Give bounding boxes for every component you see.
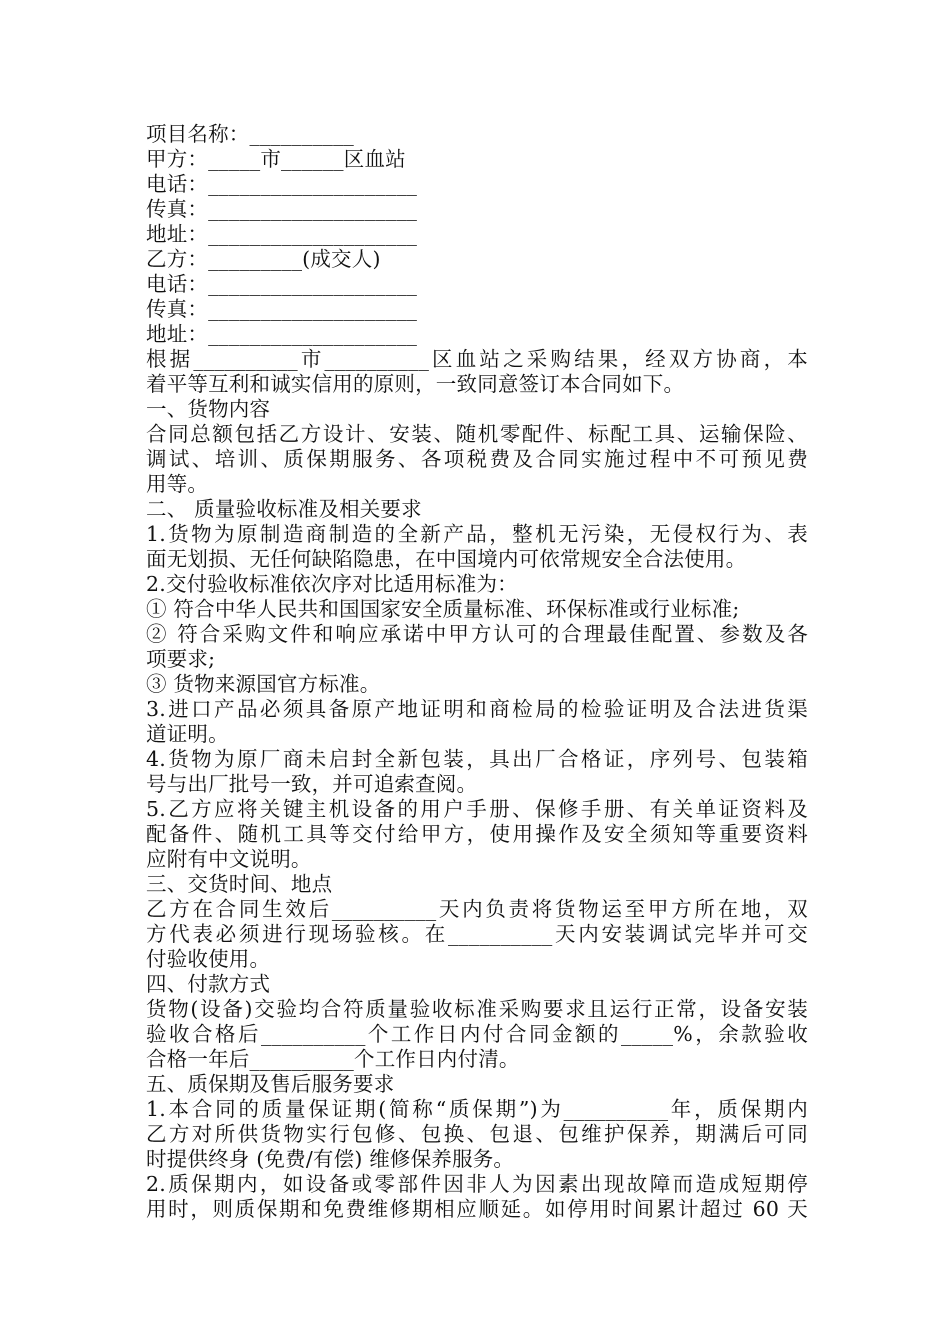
document-line: 合同总额包括乙方设计、安装、随机零配件、标配工具、运输保险、 xyxy=(146,422,808,446)
document-line: 2.质保期内，如设备或零部件因非人为因素出现故障而造成短期停 xyxy=(146,1172,808,1196)
document-line: 货物(设备)交验均合符质量验收标准采购要求且运行正常，设备安装 xyxy=(146,997,808,1021)
document-line: 项目名称：__________ xyxy=(146,122,354,146)
document-line: 用等。 xyxy=(146,472,209,496)
document-line: 项要求; xyxy=(146,647,216,671)
document-line: ③ 货物来源国官方标准。 xyxy=(146,672,381,696)
document-line: 乙方在合同生效后__________天内负责将货物运至甲方所在地，双 xyxy=(146,897,808,921)
document-line: 1.货物为原制造商制造的全新产品，整机无污染，无侵权行为、表 xyxy=(146,522,808,546)
document-line: 一、货物内容 xyxy=(146,397,271,421)
document-line: 4.货物为原厂商未启封全新包装，具出厂合格证，序列号、包装箱 xyxy=(146,747,808,771)
document-line: 地址：____________________ xyxy=(146,322,418,346)
document-line: 验收合格后__________个工作日内付合同金额的_____%，余款验收 xyxy=(146,1022,808,1046)
document-line: ① 符合中华人民共和国国家安全质量标准、环保标准或行业标准; xyxy=(146,597,740,621)
document-line: 用时，则质保期和免费维修期相应顺延。如停用时间累计超过 60 天 xyxy=(146,1197,808,1221)
document-line: 调试、培训、质保期服务、各项税费及合同实施过程中不可预见费 xyxy=(146,447,808,471)
document-line: 地址：____________________ xyxy=(146,222,418,246)
document-line: 着平等互利和诚实信用的原则，一致同意签订本合同如下。 xyxy=(146,372,685,396)
document-line: 三、交货时间、地点 xyxy=(146,872,333,896)
document-line: 电话：____________________ xyxy=(146,172,418,196)
document-line: 号与出厂批号一致，并可追索查阅。 xyxy=(146,772,478,796)
document-line: 传真：____________________ xyxy=(146,297,418,321)
document-line: 乙方：_________(成交人) xyxy=(146,247,381,271)
document-line: 二、 质量验收标准及相关要求 xyxy=(146,497,422,521)
document-line: 面无划损、无任何缺陷隐患，在中国境内可依常规安全合法使用。 xyxy=(146,547,747,571)
document-line: 根据__________市__________区血站之采购结果，经双方协商，本 xyxy=(146,347,808,371)
document-line: 四、付款方式 xyxy=(146,972,271,996)
document-line: 时提供终身 (免费/有偿) 维修保养服务。 xyxy=(146,1147,515,1171)
document-line: 合格一年后__________个工作日内付清。 xyxy=(146,1047,520,1071)
contract-document xyxy=(146,122,808,1222)
document-line: 五、质保期及售后服务要求 xyxy=(146,1072,395,1096)
document-line: 电话：____________________ xyxy=(146,272,418,296)
document-line: 5.乙方应将关键主机设备的用户手册、保修手册、有关单证资料及 xyxy=(146,797,808,821)
document-line: 甲方：_____市______区血站 xyxy=(146,147,406,171)
document-line: 配备件、随机工具等交付给甲方，使用操作及安全须知等重要资料 xyxy=(146,822,808,846)
document-line: 道证明。 xyxy=(146,722,229,746)
document-line: 付验收使用。 xyxy=(146,947,271,971)
document-line: 3.进口产品必须具备原产地证明和商检局的检验证明及合法进货渠 xyxy=(146,697,808,721)
document-line: ② 符合采购文件和响应承诺中甲方认可的合理最佳配置、参数及各 xyxy=(146,622,808,646)
document-line: 应附有中文说明。 xyxy=(146,847,312,871)
document-line: 方代表必须进行现场验核。在__________天内安装调试完毕并可交 xyxy=(146,922,808,946)
document-line: 传真：____________________ xyxy=(146,197,418,221)
document-line: 乙方对所供货物实行包修、包换、包退、包维护保养，期满后可同 xyxy=(146,1122,808,1146)
document-line: 1.本合同的质量保证期(简称“质保期”)为__________年，质保期内 xyxy=(146,1097,808,1121)
document-line: 2.交付验收标准依次序对比适用标准为： xyxy=(146,572,518,596)
